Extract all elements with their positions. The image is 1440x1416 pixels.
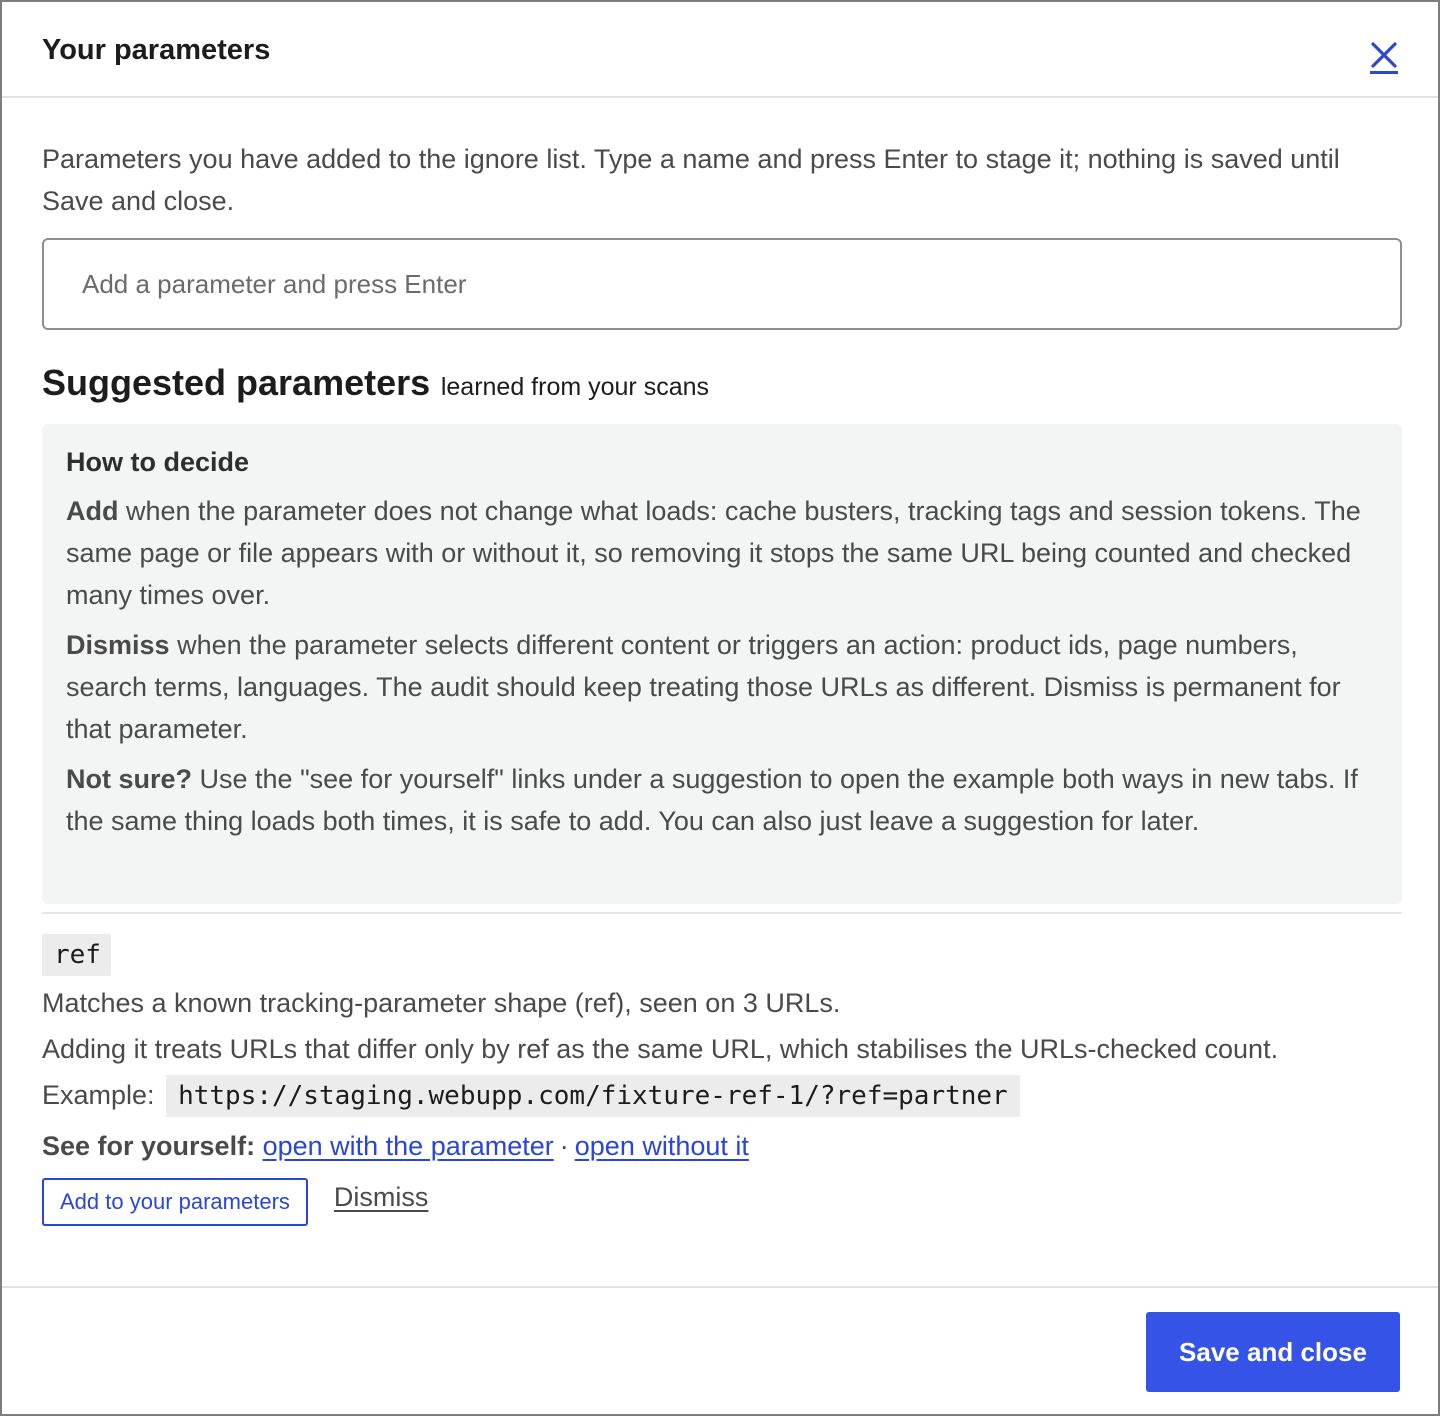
dismiss-suggestion-button[interactable]: Dismiss [333, 1181, 429, 1212]
dismiss-guidance [66, 624, 1378, 750]
not-sure-text: Use the "see for yourself" links under a suggestion to open the example both ways in new tabs. If the same thing loads both times, it is safe to add. You can also just leave a suggestion for later. [66, 764, 1358, 836]
suggestion-match-text: Matches a known tracking-parameter shape (ref), seen on 3 URLs. [42, 988, 841, 1018]
not-sure-guidance [66, 758, 1378, 842]
add-guidance-text: when the parameter does not change what loads: cache busters, tracking tags and session tokens. The same page or file appears with or without it, so removing it stops the same URL being counted and checked many times over. [66, 496, 1361, 610]
suggestion-effect-text: Adding it treats URLs that differ only by ref as the same URL, which stabilises the URLs-checked count. [42, 1034, 1279, 1064]
dismiss-guidance-text: when the parameter selects different content or triggers an action: product ids, page numbers, search terms, languages. The audit should keep treating those URLs as different. Dismiss is permanent for that parameter. [66, 630, 1341, 744]
modal-title: Your parameters [42, 34, 271, 66]
example-label: Example: [42, 1080, 155, 1110]
save-and-close-button[interactable]: Save and close [1146, 1312, 1400, 1392]
close-icon [1370, 41, 1400, 69]
add-guidance-label: Add [66, 496, 119, 526]
add-guidance [66, 490, 1378, 616]
modal-header [2, 2, 1438, 98]
example-url: https://staging.webupp.com/fixture-ref-1/?ref=partner [166, 1075, 1020, 1117]
suggested-title: Suggested parameters [42, 362, 431, 403]
suggestion-example [42, 1072, 1402, 1118]
parameter-input[interactable] [42, 238, 1402, 330]
suggested-subtitle: learned from your scans [440, 373, 710, 401]
how-to-decide-panel [42, 424, 1402, 904]
link-separator: · [559, 1131, 569, 1161]
close-underline [1370, 71, 1398, 74]
add-to-parameters-button[interactable]: Add to your parameters [42, 1178, 308, 1226]
open-with-parameter-link[interactable]: open with the parameter [262, 1131, 554, 1161]
suggestion-parameter-name: ref [42, 934, 111, 976]
modal-footer [2, 1286, 1438, 1416]
not-sure-label: Not sure? [66, 764, 193, 794]
suggestion-item [42, 934, 1402, 1226]
suggested-heading [42, 362, 709, 404]
see-for-yourself [42, 1126, 1402, 1166]
divider [42, 912, 1402, 914]
see-for-yourself-label: See for yourself: [42, 1131, 256, 1161]
suggestion-actions [42, 1178, 1402, 1226]
how-to-decide-title: How to decide [66, 447, 250, 477]
open-without-parameter-link[interactable]: open without it [574, 1131, 749, 1161]
close-button[interactable] [1370, 36, 1400, 74]
intro-text: Parameters you have added to the ignore list. Type a name and press Enter to stage it; nothing is saved until Save and close. [42, 144, 1340, 216]
dismiss-guidance-label: Dismiss [66, 630, 170, 660]
